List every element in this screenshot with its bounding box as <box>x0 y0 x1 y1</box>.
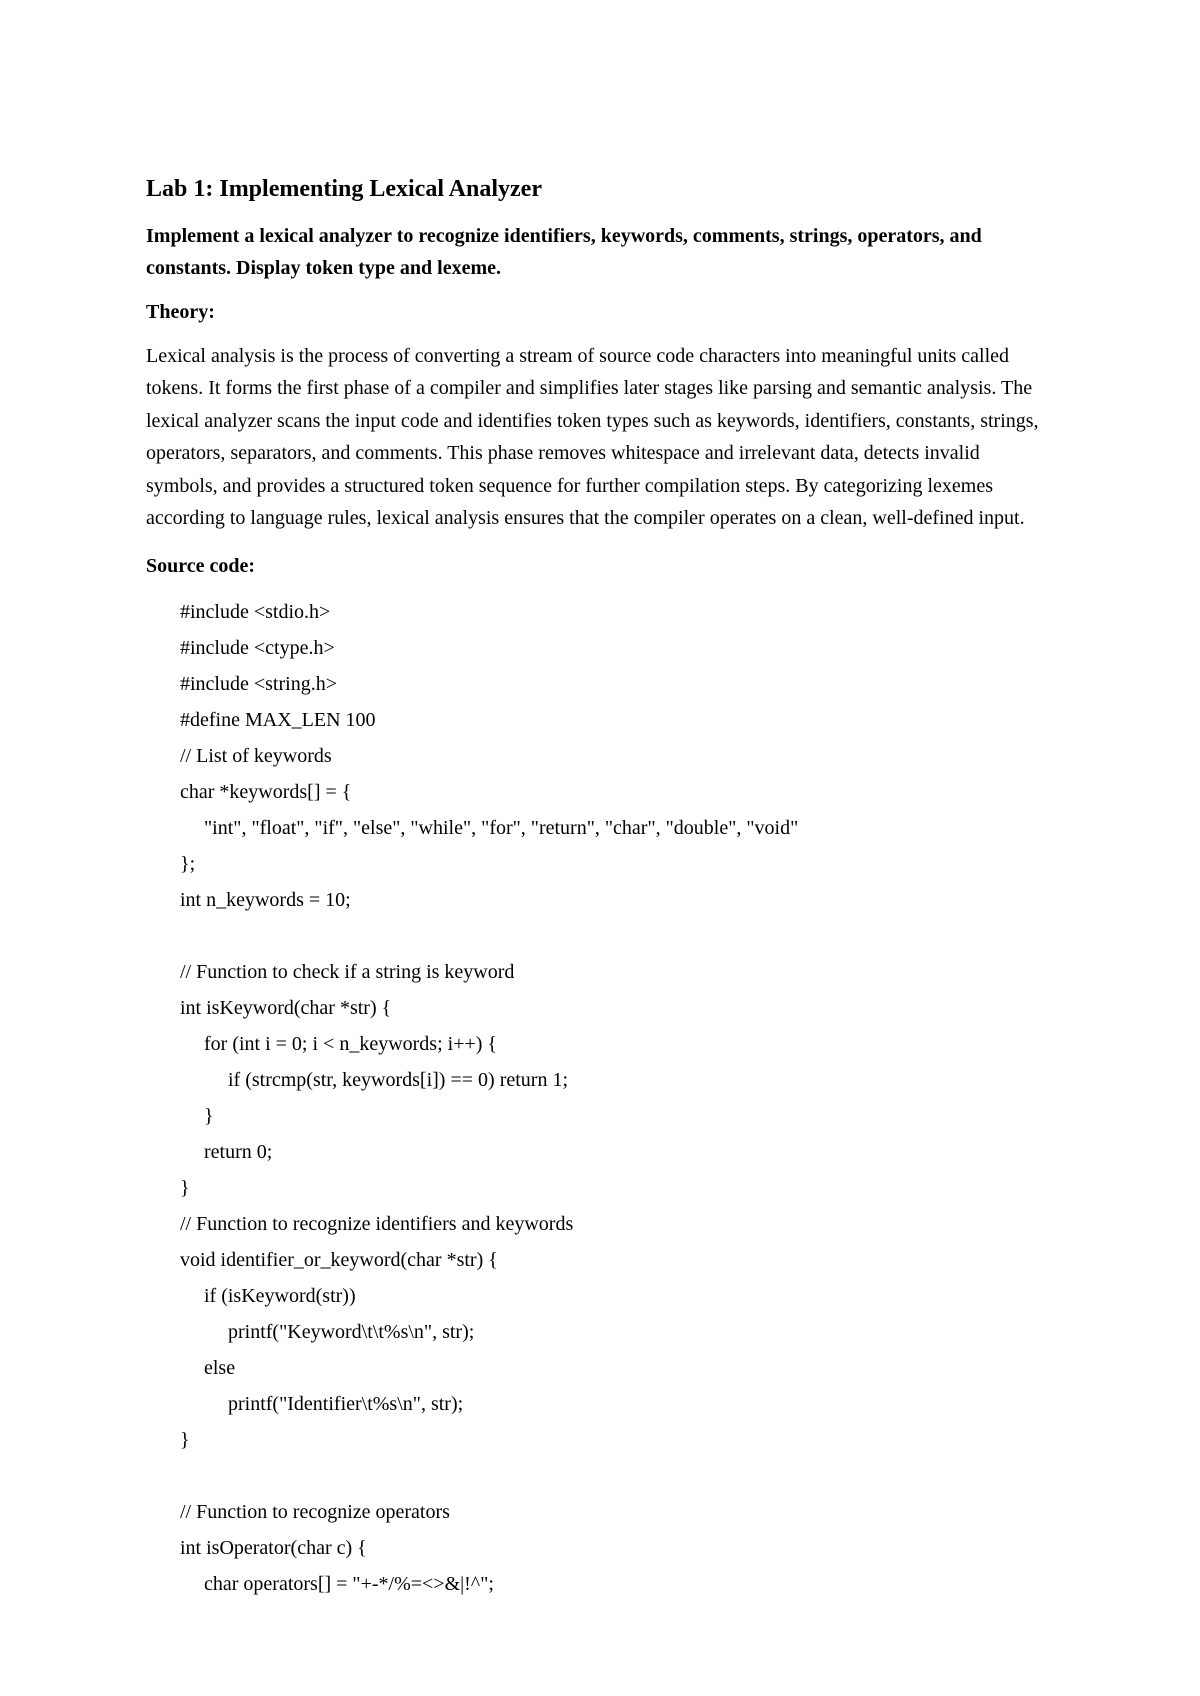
code-line: } <box>180 1429 190 1452</box>
code-line: for (int i = 0; i < n_keywords; i++) { <box>204 1033 498 1056</box>
code-line: // List of keywords <box>180 745 332 768</box>
code-line: return 0; <box>204 1141 273 1164</box>
source-code-heading: Source code: <box>146 555 256 578</box>
code-line: int n_keywords = 10; <box>180 889 351 912</box>
code-line: // Function to check if a string is keyword <box>180 961 515 984</box>
code-line: if (strcmp(str, keywords[i]) == 0) return 1; <box>228 1069 568 1092</box>
code-line: #define MAX_LEN 100 <box>180 709 376 732</box>
theory-heading: Theory: <box>146 301 215 323</box>
code-line <box>146 1458 1046 1494</box>
code-line: #include <ctype.h> <box>180 637 335 660</box>
page-title: Lab 1: Implementing Lexical Analyzer <box>146 176 542 202</box>
code-line: int isOperator(char c) { <box>180 1537 367 1560</box>
code-line: } <box>204 1105 214 1128</box>
code-line: "int", "float", "if", "else", "while", "for", "return", "char", "double", "void" <box>204 817 799 840</box>
code-line <box>146 918 1046 954</box>
code-line: int isKeyword(char *str) { <box>180 997 392 1020</box>
code-line: } <box>180 1177 190 1200</box>
code-line: printf("Keyword\t\t%s\n", str); <box>228 1321 475 1344</box>
code-line: #include <string.h> <box>180 673 337 696</box>
code-line: char operators[] = "+-*/%=<>&|!^"; <box>204 1573 494 1596</box>
task-statement: Implement a lexical analyzer to recognize identifiers, keywords, comments, strings, operators, and constants. Display token type and lexeme. <box>146 225 982 279</box>
code-line: }; <box>180 853 196 876</box>
code-line: void identifier_or_keyword(char *str) { <box>180 1249 498 1272</box>
code-line: if (isKeyword(str)) <box>204 1285 356 1308</box>
code-line: printf("Identifier\t%s\n", str); <box>228 1393 464 1416</box>
document-page <box>146 174 1046 1602</box>
theory-paragraph: Lexical analysis is the process of converting a stream of source code characters into meaningful units called tokens. It forms the first phase of a compiler and simplifies later stages like parsing and semantic analysis. The lexical analyzer scans the input code and identifies token types such as keywords, identifiers, constants, strings, operators, separators, and comments. This phase removes whitespace and irrelevant data, detects invalid symbols, and provides a structured token sequence for further compilation steps. By categorizing lexemes according to language rules, lexical analysis ensures that the compiler operates on a clean, well-defined input. <box>146 345 1039 530</box>
code-line: char *keywords[] = { <box>180 781 352 804</box>
source-code-block <box>146 594 1046 1602</box>
code-line: // Function to recognize operators <box>180 1501 450 1524</box>
code-line: else <box>204 1357 236 1380</box>
code-line: #include <stdio.h> <box>180 601 331 624</box>
code-line: // Function to recognize identifiers and keywords <box>180 1213 574 1236</box>
